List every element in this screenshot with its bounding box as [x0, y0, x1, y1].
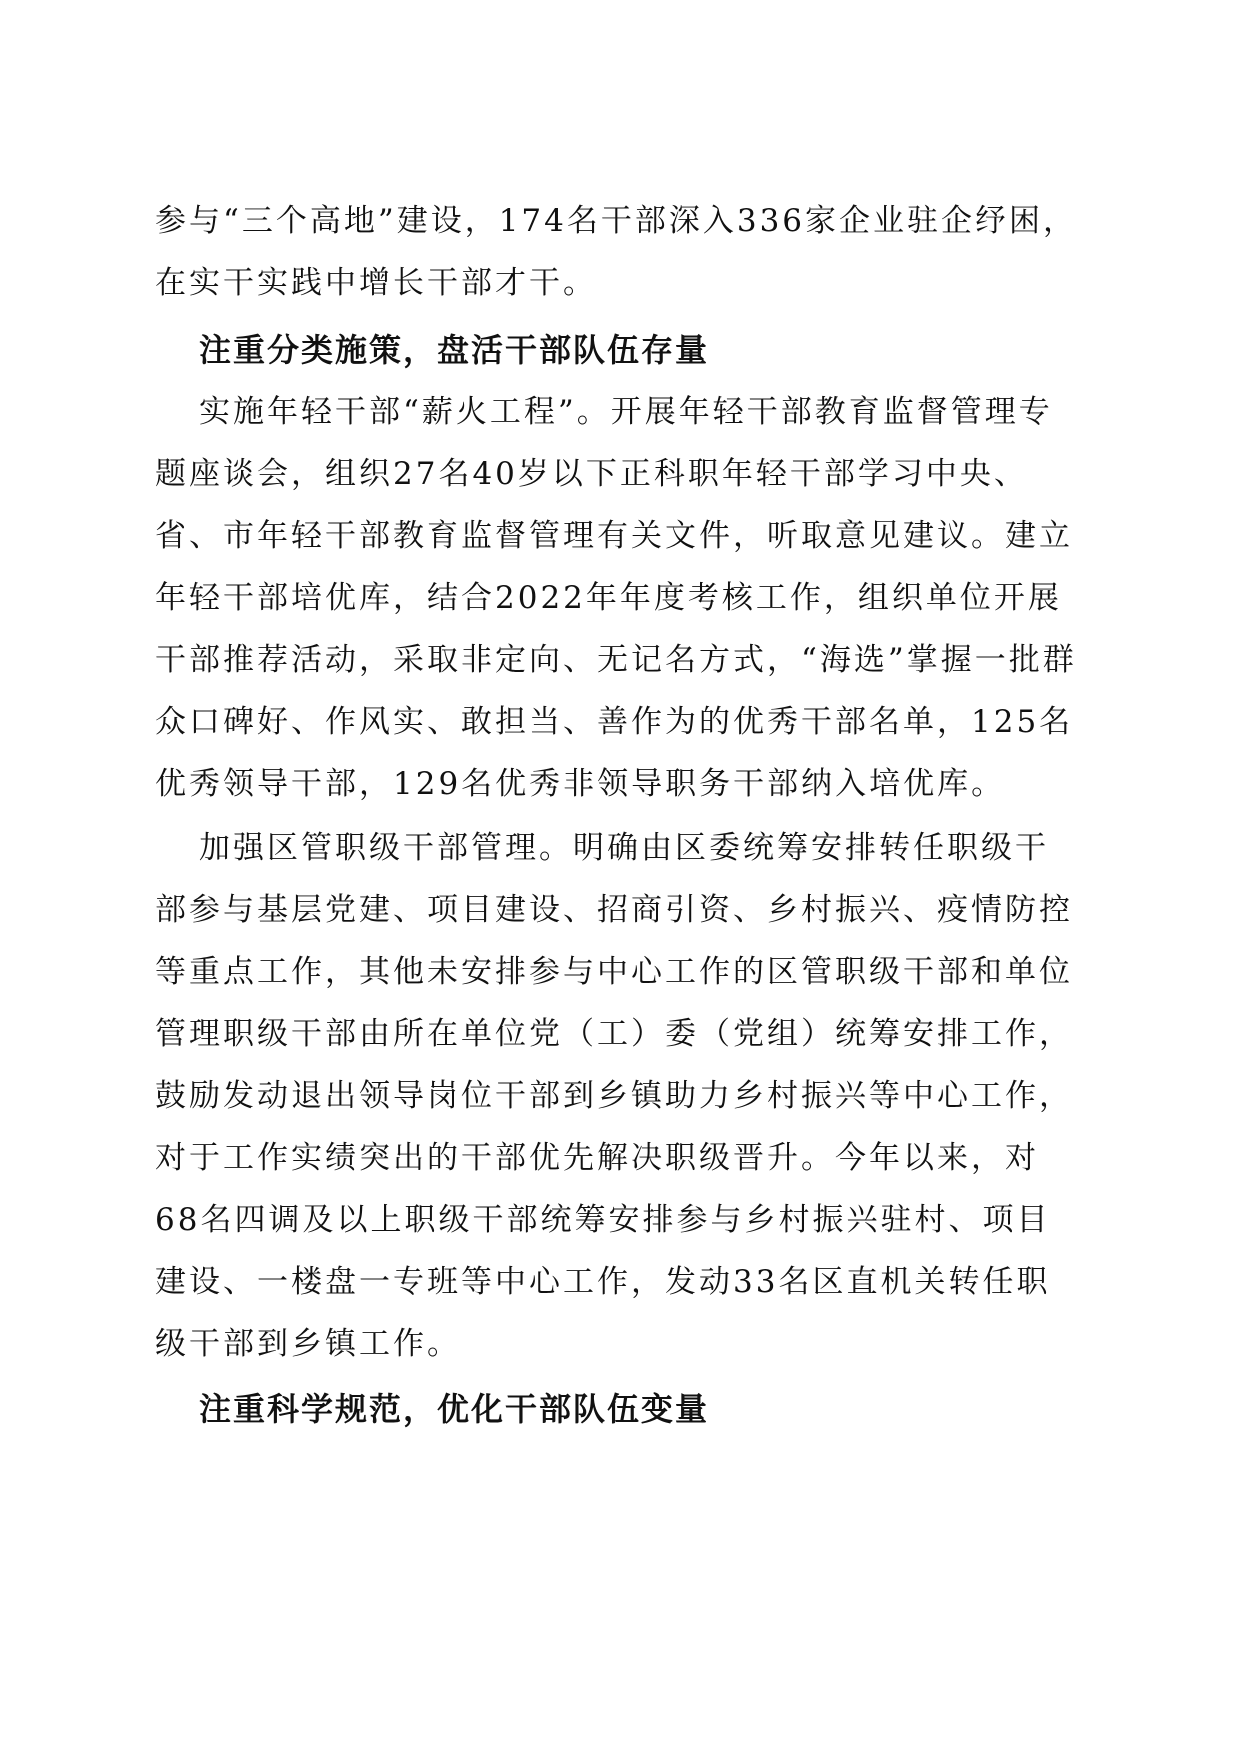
- document-body: [155, 190, 1080, 1440]
- paragraph-rank-cadres: 加强区管职级干部管理。明确由区委统筹安排转任职级干部参与基层党建、项目建设、招商引资、乡村振兴、疫情防控等重点工作，其他未安排参与中心工作的区管职级干部和单位管理职级干部由所在单位党（工）委（党组）统筹安排工作，鼓励发动退出领导岗位干部到乡镇助力乡村振兴等中心工作，对于工作实绩突出的干部优先解决职级晋升。今年以来，对68名四调及以上职级干部统筹安排参与乡村振兴驻村、项目建设、一楼盘一专班等中心工作，发动33名区直机关转任职级干部到乡镇工作。: [155, 830, 1073, 1362]
- section-heading-classification: 注重分类施策，盘活干部队伍存量: [199, 331, 710, 369]
- section-heading-standardization: 注重科学规范，优化干部队伍变量: [199, 1390, 710, 1428]
- paragraph-continuation: 参与“三个高地”建设，174名干部深入336家企业驻企纾困，在实干实践中增长干部才干。: [155, 203, 1078, 301]
- paragraph-young-cadres: 实施年轻干部“薪火工程”。开展年轻干部教育监督管理专题座谈会，组织27名40岁以下正科职年轻干部学习中央、省、市年轻干部教育监督管理有关文件，听取意见建议。建立年轻干部培优库，结合2022年年度考核工作，组织单位开展干部推荐活动，采取非定向、无记名方式，“海选”掌握一批群众口碑好、作风实、敢担当、善作为的优秀干部名单，125名优秀领导干部，129名优秀非领导职务干部纳入培优库。: [155, 394, 1077, 802]
